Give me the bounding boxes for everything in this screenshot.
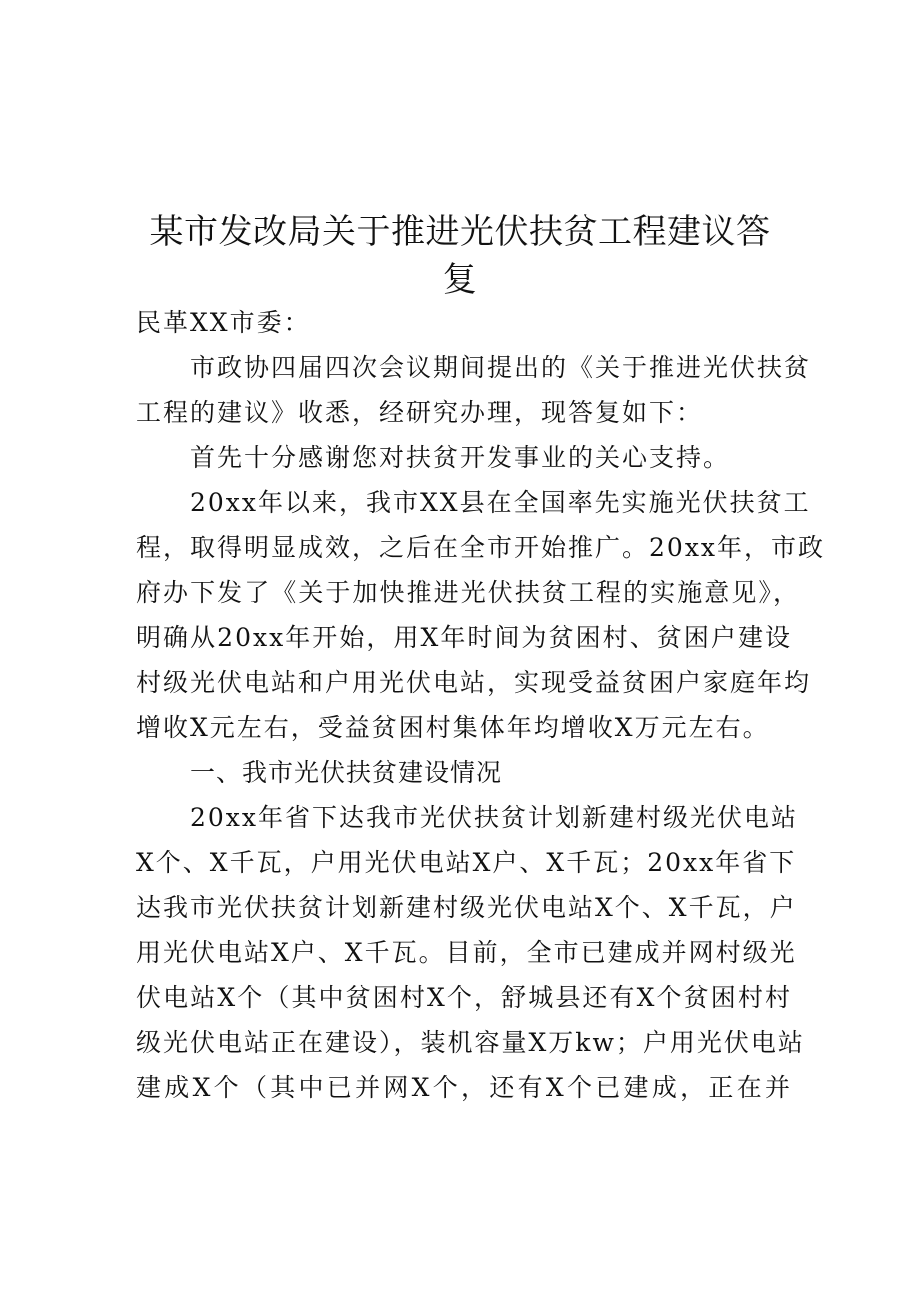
paragraph-line: 增收X元左右，受益贫困村集体年均增收X万元左右。 xyxy=(136,713,770,742)
paragraph-line: 明确从20xx年开始，用X年时间为贫困村、贫困户建设 xyxy=(136,623,792,652)
document-title-line-1: 某市发改局关于推进光伏扶贫工程建议答 xyxy=(149,212,771,252)
paragraph-line: 用光伏电站X户、X千瓦。目前，全市已建成并网村级光 xyxy=(136,938,797,967)
paragraph-line: 伏电站X个（其中贫困村X个，舒城县还有X个贫困村村 xyxy=(136,983,792,1012)
paragraph-line: 市政协四届四次会议期间提出的《关于推进光伏扶贫 xyxy=(190,353,812,382)
paragraph-line: 级光伏电站正在建设），装机容量X万kw；户用光伏电站 xyxy=(136,1028,805,1057)
paragraph-line: X个、X千瓦，户用光伏电站X户、X千瓦；20xx年省下 xyxy=(136,848,797,877)
paragraph-line: 府办下发了《关于加快推进光伏扶贫工程的实施意见》， xyxy=(136,578,800,607)
paragraph-line: 达我市光伏扶贫计划新建村级光伏电站X个、X千瓦，户 xyxy=(136,893,797,922)
paragraph-line: 程，取得明显成效，之后在全市开始推广。20xx年，市政 xyxy=(136,533,826,562)
salutation: 民革XX市委： xyxy=(136,308,311,337)
section-heading: 一、我市光伏扶贫建设情况 xyxy=(190,758,503,787)
paragraph-line: 20xx年省下达我市光伏扶贫计划新建村级光伏电站 xyxy=(190,803,799,832)
paragraph-line: 工程的建议》收悉，经研究办理，现答复如下： xyxy=(136,398,704,427)
paragraph-line: 首先十分感谢您对扶贫开发事业的关心支持。 xyxy=(190,443,731,472)
paragraph-line: 建成X个（其中已并网X个，还有X个已建成，正在并 xyxy=(136,1073,792,1102)
paragraph-line: 村级光伏电站和户用光伏电站，实现受益贫困户家庭年均 xyxy=(136,668,812,697)
paragraph-line: 20xx年以来，我市XX县在全国率先实施光伏扶贫工 xyxy=(190,488,811,517)
document-title-line-2: 复 xyxy=(442,260,478,300)
